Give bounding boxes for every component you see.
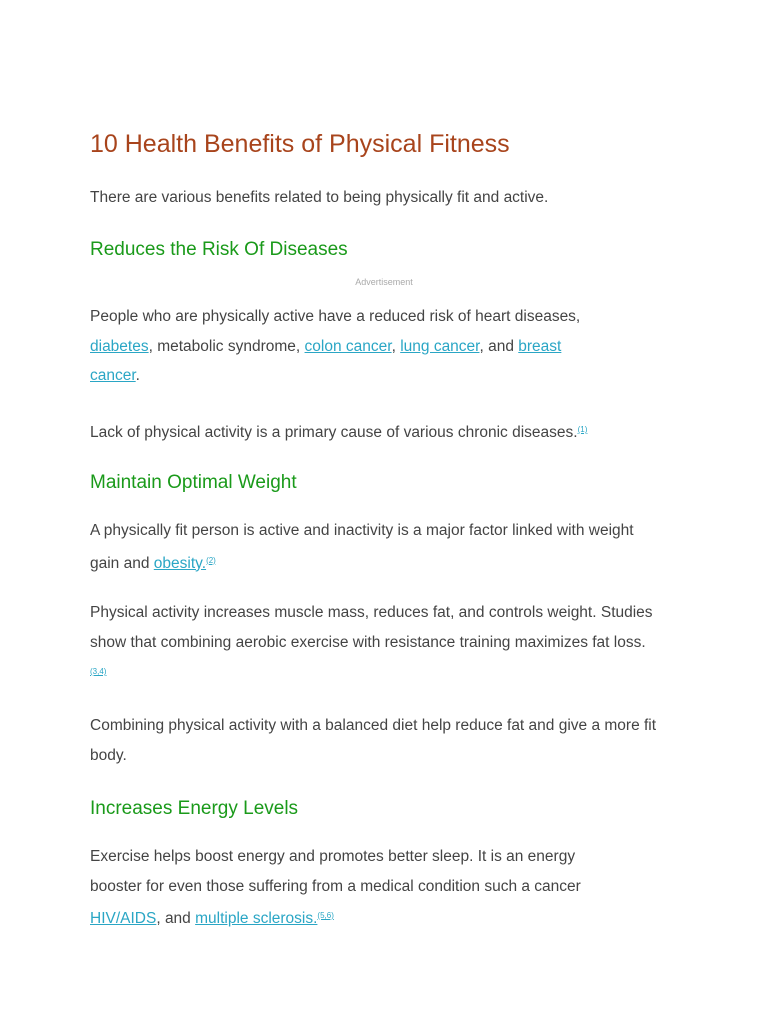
multiple-sclerosis-link[interactable]: multiple sclerosis. xyxy=(195,910,318,927)
text-segment: A physically fit person is active and inactivity is a major factor linked with weight gain and xyxy=(90,522,634,572)
reference-link-3-4[interactable]: (3,4) xyxy=(90,667,107,676)
text-segment: Exercise helps boost energy and promotes better sleep. It is an energy booster for even those suffering from a medical condition such a cancer xyxy=(90,848,581,895)
advertisement-label: Advertisement xyxy=(355,277,413,287)
text-segment: Physical activity increases muscle mass, reduces fat, and controls weight. Studies show that combining aerobic exercise with resistance training maximizes fat loss. xyxy=(90,604,653,651)
text-segment: , xyxy=(391,337,401,355)
article-title: 10 Health Benefits of Physical Fitness xyxy=(90,130,510,158)
text-segment: , and xyxy=(156,910,196,927)
colon-cancer-link[interactable]: colon cancer xyxy=(304,337,392,355)
text-segment: Lack of physical activity is a primary cause of various chronic diseases. xyxy=(90,424,578,441)
risk-paragraph-1 xyxy=(90,302,610,391)
weight-paragraph-2 xyxy=(90,598,660,690)
hiv-aids-link[interactable]: HIV/AIDS xyxy=(90,910,157,927)
reference-link-1[interactable]: (1) xyxy=(577,425,588,434)
weight-paragraph-1 xyxy=(90,516,660,578)
text-segment: People who are physically active have a reduced risk of heart diseases, xyxy=(90,308,581,325)
risk-paragraph-2 xyxy=(90,415,660,448)
heading-energy-levels: Increases Energy Levels xyxy=(90,798,299,819)
breast-cancer-link[interactable]: breast cancer xyxy=(90,337,562,384)
reference-link-2[interactable]: (2) xyxy=(206,555,216,565)
reference-link-5-6[interactable]: (5,6) xyxy=(317,911,334,920)
obesity-link[interactable]: obesity. xyxy=(153,554,207,572)
energy-paragraph-1 xyxy=(90,842,630,934)
text-segment: . xyxy=(135,367,140,384)
text-segment: , metabolic syndrome, xyxy=(148,337,305,355)
intro-paragraph: There are various benefits related to being physically fit and active. xyxy=(90,189,549,206)
diabetes-link[interactable]: diabetes xyxy=(90,337,149,355)
text-segment: , and xyxy=(479,337,519,355)
heading-reduces-risk: Reduces the Risk Of Diseases xyxy=(90,239,348,260)
heading-maintain-weight: Maintain Optimal Weight xyxy=(90,472,297,493)
lung-cancer-link[interactable]: lung cancer xyxy=(400,337,480,355)
weight-paragraph-3: Combining physical activity with a balanced diet help reduce fat and give a more fit body. xyxy=(90,717,657,764)
